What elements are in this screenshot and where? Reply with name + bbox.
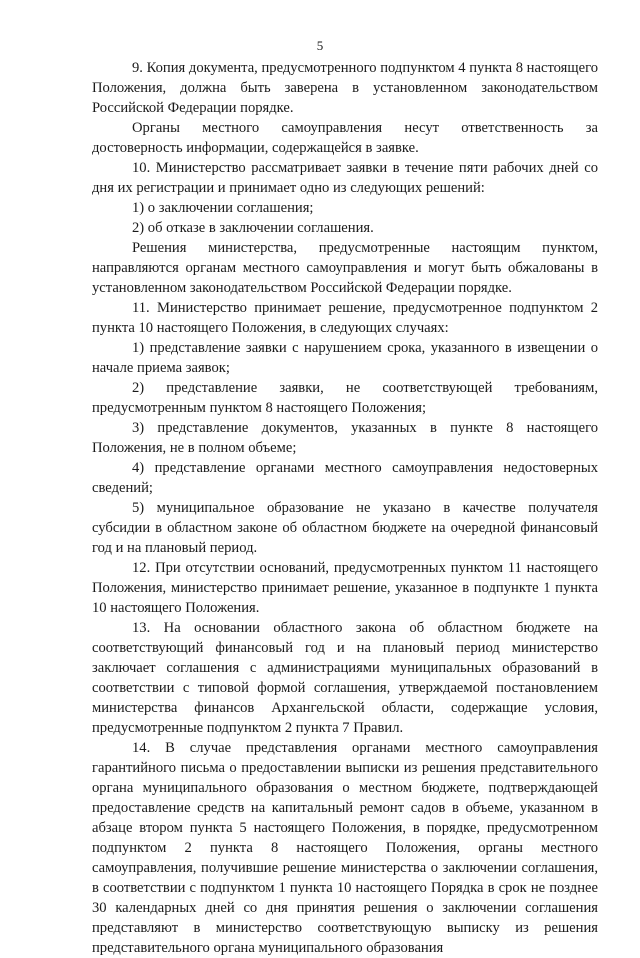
list-item-11-5: 5) муниципальное образование не указано в качестве получателя субсидии в областном законе об областном бюджете на очередной финансовый год и на плановый период. [92,500,598,556]
paragraph-14: 14. В случае представления органами местного самоуправления гарантийного письма о предоставлении выписки из решения представительного органа муниципального образования о местном бюджете, подтверждающей предоставление средств на капитальный ремонт садов в объеме, указанном в абзаце втором пункта 5 настоящего Положения, в порядке, предусмотренном подпунктом 2 пункта 8 настоящего Положения, органы местного самоуправления, получившие решение министерства о заключении соглашения, в соответствии с подпунктом 1 пункта 10 настоящего Порядка в срок не позднее 30 календарных дней со дня принятия решения о заключении соглашения представляют в министерство соответствующую выписку из решения представительного органа муниципального образования [92,740,598,956]
list-item-11-3: 3) представление документов, указанных в пункте 8 настоящего Положения, не в полном объеме; [92,420,598,456]
list-item-11-4: 4) представление органами местного самоуправления недостоверных сведений; [92,460,598,496]
list-item-11-1: 1) представление заявки с нарушением срока, указанного в извещении о начале приема заявок; [92,340,598,376]
list-item-10-2: 2) об отказе в заключении соглашения. [132,220,374,236]
paragraph-decisions: Решения министерства, предусмотренные настоящим пунктом, направляются органам местного самоуправления и могут быть обжалованы в установленном законодательством Российской Федерации порядке. [92,240,598,296]
paragraph-13: 13. На основании областного закона об областном бюджете на соответствующий финансовый год и на плановый период министерство заключает соглашения с администрациями муниципальных образований в соответствии с типовой формой соглашения, утверждаемой постановлением министерства финансов Архангельской области, содержащие условия, предусмотренные подпунктом 2 пункта 7 Правил. [92,620,598,736]
paragraph-12: 12. При отсутствии оснований, предусмотренных пунктом 11 настоящего Положения, министерство принимает решение, указанное в подпункте 1 пункта 10 настоящего Положения. [92,560,598,616]
paragraph-11: 11. Министерство принимает решение, предусмотренное подпунктом 2 пункта 10 настоящего Положения, в следующих случаях: [92,300,598,336]
list-item-10-1: 1) о заключении соглашения; [132,200,314,216]
paragraph-responsibility: Органы местного самоуправления несут ответственность за достоверность информации, содержащейся в заявке. [92,120,598,156]
paragraph-10: 10. Министерство рассматривает заявки в течение пяти рабочих дней со дня их регистрации и принимает одно из следующих решений: [92,160,598,196]
page-number: 5 [316,38,324,53]
paragraph-9: 9. Копия документа, предусмотренного подпунктом 4 пункта 8 настоящего Положения, должна быть заверена в установленном законодательством Российской Федерации порядке. [92,60,598,116]
document-body [92,58,598,958]
list-item-11-2: 2) представление заявки, не соответствующей требованиям, предусмотренным пунктом 8 настоящего Положения; [92,380,598,416]
